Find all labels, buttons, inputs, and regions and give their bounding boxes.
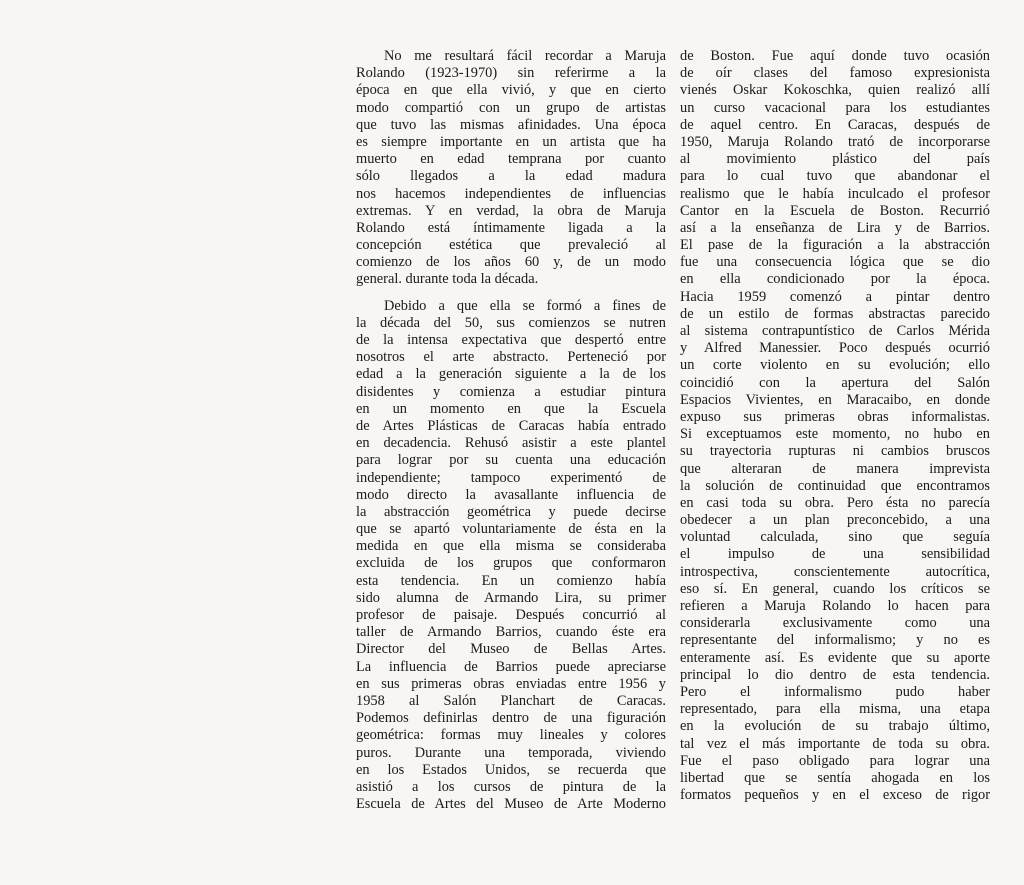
text-line: geométrica: formas muy lineales y colores bbox=[356, 727, 666, 744]
text-line: fue una consecuencia lógica que se dio bbox=[680, 254, 990, 271]
text-line: Debido a que ella se formó a fines de bbox=[384, 297, 666, 314]
text-line: extremas. Y en verdad, la obra de Maruja bbox=[356, 202, 666, 219]
text-line: excluida de los grupos que conformaron bbox=[356, 555, 666, 572]
text-line: independiente; tampoco experimentó de bbox=[356, 469, 666, 486]
text-line: sólo llegados a la edad madura bbox=[356, 168, 666, 185]
text-line: Rolando está íntimamente ligada a la bbox=[356, 219, 666, 236]
text-line: vienés Oskar Kokoschka, quien realizó allí bbox=[680, 82, 990, 99]
text-line: en un momento en que la Escuela bbox=[356, 400, 666, 417]
text-line: en decadencia. Rehusó asistir a este plantel bbox=[356, 435, 666, 452]
text-line: la solución de continuidad que encontramos bbox=[680, 477, 990, 494]
text-line: en los Estados Unidos, se recuerda que bbox=[356, 761, 666, 778]
text-line: sido alumna de Armando Lira, su primer bbox=[356, 589, 666, 606]
text-line: al movimiento plástico del país bbox=[680, 151, 990, 168]
text-line: obedecer a un plan preconcebido, a una bbox=[680, 512, 990, 529]
text-line: para lograr por su cuenta una educación bbox=[356, 452, 666, 469]
text-line: concepción estética que prevaleció al bbox=[356, 237, 666, 254]
text-line: época en que ella vivió, y que en cierto bbox=[356, 82, 666, 99]
text-line: asistió a los cursos de pintura de la bbox=[356, 778, 666, 795]
text-line: eso sí. En general, cuando los críticos se bbox=[680, 580, 990, 597]
text-line: que tuvo las mismas afinidades. Una época bbox=[356, 116, 666, 133]
text-line: nos hacemos independientes de influencias bbox=[356, 185, 666, 202]
text-line: muerto en edad temprana por cuanto bbox=[356, 151, 666, 168]
left-text-column bbox=[356, 48, 666, 813]
text-line: Director del Museo de Bellas Artes. bbox=[356, 641, 666, 658]
text-line: Hacia 1959 comenzó a pintar dentro bbox=[680, 288, 990, 305]
text-line: la abstracción geométrica y puede decirse bbox=[356, 503, 666, 520]
text-line: en la evolución de su trabajo último, bbox=[680, 718, 990, 735]
text-line: realismo que le había inculcado el profesor bbox=[680, 185, 990, 202]
text-line: comienzo de los años 60 y, de un modo bbox=[356, 254, 666, 271]
text-line: un curso vacacional para los estudiantes bbox=[680, 99, 990, 116]
text-line: que se apartó voluntariamente de ésta en la bbox=[356, 521, 666, 538]
text-line: el impulso de una sensibilidad bbox=[680, 546, 990, 563]
text-line: considerarla exclusivamente como una bbox=[680, 615, 990, 632]
paragraph-gap bbox=[356, 289, 666, 298]
text-line: Escuela de Artes del Museo de Arte Moderno bbox=[356, 796, 666, 813]
text-line: así a la enseñanza de Lira y de Barrios. bbox=[680, 219, 990, 236]
text-line: esta tendencia. En un comienzo había bbox=[356, 572, 666, 589]
text-line: de un estilo de formas abstractas parecido bbox=[680, 305, 990, 322]
text-line: Cantor en la Escuela de Boston. Recurrió bbox=[680, 202, 990, 219]
text-line: Espacios Vivientes, en Maracaibo, en donde bbox=[680, 391, 990, 408]
text-line: que alteraran de manera imprevista bbox=[680, 460, 990, 477]
text-line: y Alfred Manessier. Poco después ocurrió bbox=[680, 340, 990, 357]
text-line: modo compartió con un grupo de artistas bbox=[356, 99, 666, 116]
text-line: de aquel centro. En Caracas, después de bbox=[680, 116, 990, 133]
text-line: medida en que ella misma se consideraba bbox=[356, 538, 666, 555]
text-line: un corte violento en su evolución; ello bbox=[680, 357, 990, 374]
text-line: voluntad calculada, sino que seguía bbox=[680, 529, 990, 546]
text-line: Podemos definirlas dentro de una figuración bbox=[356, 710, 666, 727]
text-line: representante del informalismo; y no es bbox=[680, 632, 990, 649]
text-line: la década del 50, sus comienzos se nutren bbox=[356, 314, 666, 331]
text-line: edad a la generación siguiente a la de los bbox=[356, 366, 666, 383]
text-line: disidentes y comienza a estudiar pintura bbox=[356, 383, 666, 400]
text-line: puros. Durante una temporada, viviendo bbox=[356, 744, 666, 761]
text-line: coincidió con la apertura del Salón bbox=[680, 374, 990, 391]
text-line: formatos pequeños y en el exceso de rigor bbox=[680, 787, 990, 804]
text-line: enteramente así. Es evidente que su aporte bbox=[680, 649, 990, 666]
text-line: al sistema contrapuntístico de Carlos Mérida bbox=[680, 323, 990, 339]
text-line: libertad que se sentía ahogada en los bbox=[680, 769, 990, 786]
text-line: su trayectoria rupturas ni cambios bruscos bbox=[680, 443, 990, 460]
text-line: en casi toda su obra. Pero ésta no parecía bbox=[680, 494, 990, 511]
text-line: general. durante toda la década. bbox=[356, 271, 539, 288]
text-line: profesor de paisaje. Después concurrió al bbox=[356, 607, 666, 623]
text-line: 1958 al Salón Planchart de Caracas. bbox=[356, 692, 666, 709]
text-line: tal vez el más importante de toda su obra. bbox=[680, 735, 990, 752]
text-line: El pase de la figuración a la abstracción bbox=[680, 237, 990, 254]
text-line: La influencia de Barrios puede apreciarse bbox=[356, 658, 666, 675]
text-line: No me resultará fácil recordar a Maruja bbox=[384, 48, 666, 64]
text-line: de Artes Plásticas de Caracas había entrado bbox=[356, 417, 666, 434]
text-line: Rolando (1923-1970) sin referirme a la bbox=[356, 65, 666, 82]
text-line: en ella condicionado por la época. bbox=[680, 271, 990, 288]
text-line: 1950, Maruja Rolando trató de incorporarse bbox=[680, 133, 990, 150]
text-line: taller de Armando Barrios, cuando éste era bbox=[356, 624, 666, 641]
text-line: expuso sus primeras obras informalistas. bbox=[680, 408, 990, 425]
text-line: Fue el paso obligado para lograr una bbox=[680, 752, 990, 769]
text-line: para lo cual tuvo que abandonar el bbox=[680, 168, 990, 185]
text-line: en sus primeras obras enviadas entre 1956 y bbox=[356, 675, 666, 692]
text-line: de oír clases del famoso expresionista bbox=[680, 65, 990, 82]
text-line: representado, para ella misma, una etapa bbox=[680, 701, 990, 718]
text-line: nosotros el arte abstracto. Perteneció por bbox=[356, 349, 666, 366]
text-line: refieren a Maruja Rolando lo hacen para bbox=[680, 598, 990, 614]
right-text-column bbox=[680, 48, 990, 804]
text-line: principal lo dio dentro de esta tendencia. bbox=[680, 666, 990, 683]
text-line: Pero el informalismo pudo haber bbox=[680, 683, 990, 700]
text-line: de la intensa expectativa que despertó entre bbox=[356, 332, 666, 348]
text-line: modo directo la avasallante influencia de bbox=[356, 486, 666, 503]
text-line: introspectiva, conscientemente autocrítica, bbox=[680, 563, 990, 580]
text-line: Si exceptuamos este momento, no hubo en bbox=[680, 426, 990, 443]
text-line: de Boston. Fue aquí donde tuvo ocasión bbox=[680, 48, 990, 64]
text-line: es siempre importante en un artista que ha bbox=[356, 133, 666, 150]
